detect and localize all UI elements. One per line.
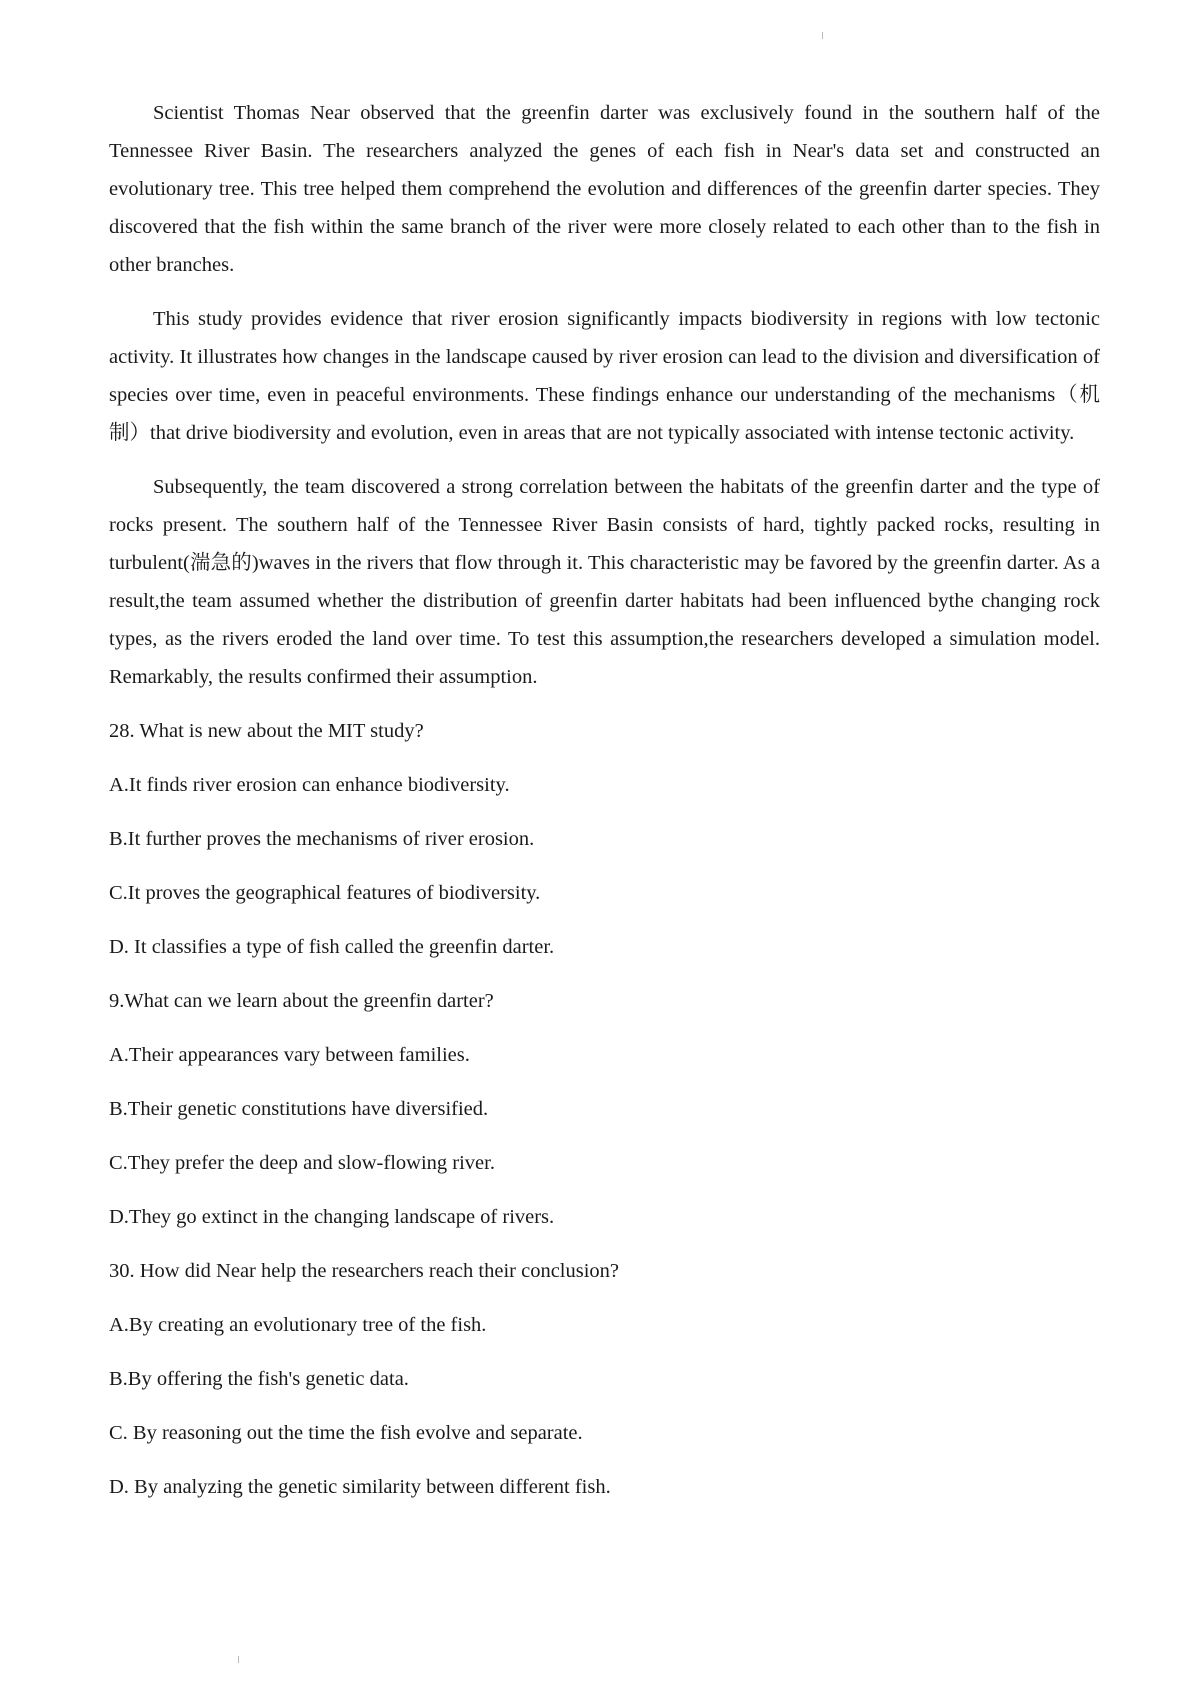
scan-mark-top <box>822 32 823 39</box>
question-29 <box>109 982 1100 1252</box>
question-29-option-d: D.They go extinct in the changing landscape of rivers. <box>109 1206 555 1228</box>
question-30-stem: 30. How did Near help the researchers reach their conclusion? <box>109 1260 620 1282</box>
document-body <box>109 94 1100 1522</box>
question-29-option-c: C.They prefer the deep and slow-flowing river. <box>109 1152 495 1174</box>
passage-paragraph-3: Subsequently, the team discovered a strong correlation between the habitats of the greenfin darter and the type of rocks present. The southern half of the Tennessee River Basin consists of hard, tightly packed rocks, resulting in turbulent(湍急的)waves in the rivers that flow through it. This characteristic may be favored by the greenfin darter. As a result,the team assumed whether the distribution of greenfin darter habitats had been influenced bythe changing rock types, as the rivers eroded the land over time. To test this assumption,the researchers developed a simulation model. Remarkably, the results confirmed their assumption. <box>109 476 1100 688</box>
question-30-option-d: D. By analyzing the genetic similarity between different fish. <box>109 1476 611 1498</box>
question-29-stem: 9.What can we learn about the greenfin darter? <box>109 990 494 1012</box>
question-28 <box>109 712 1100 982</box>
passage-paragraph-2: This study provides evidence that river erosion significantly impacts biodiversity in regions with low tectonic activity. It illustrates how changes in the landscape caused by river erosion can lead to the division and diversification of species over time, even in peaceful environments. These findings enhance our understanding of the mechanisms（机制）that drive biodiversity and evolution, even in areas that are not typically associated with intense tectonic activity. <box>109 308 1100 444</box>
question-29-option-a: A.Their appearances vary between families. <box>109 1044 470 1066</box>
scan-mark-bottom <box>238 1656 239 1663</box>
question-28-option-b: B.It further proves the mechanisms of river erosion. <box>109 828 535 850</box>
question-30 <box>109 1252 1100 1522</box>
question-28-option-d: D. It classifies a type of fish called the greenfin darter. <box>109 936 555 958</box>
question-28-stem: 28. What is new about the MIT study? <box>109 720 424 742</box>
question-29-option-b: B.Their genetic constitutions have diversified. <box>109 1098 489 1120</box>
question-28-option-c: C.It proves the geographical features of biodiversity. <box>109 882 541 904</box>
question-30-option-c: C. By reasoning out the time the fish evolve and separate. <box>109 1422 583 1444</box>
question-30-option-a: A.By creating an evolutionary tree of the fish. <box>109 1314 487 1336</box>
passage-paragraph-1: Scientist Thomas Near observed that the greenfin darter was exclusively found in the southern half of the Tennessee River Basin. The researchers analyzed the genes of each fish in Near's data set and constructed an evolutionary tree. This tree helped them comprehend the evolution and differences of the greenfin darter species. They discovered that the fish within the same branch of the river were more closely related to each other than to the fish in other branches. <box>109 102 1100 276</box>
question-28-option-a: A.It finds river erosion can enhance biodiversity. <box>109 774 510 796</box>
question-30-option-b: B.By offering the fish's genetic data. <box>109 1368 409 1390</box>
